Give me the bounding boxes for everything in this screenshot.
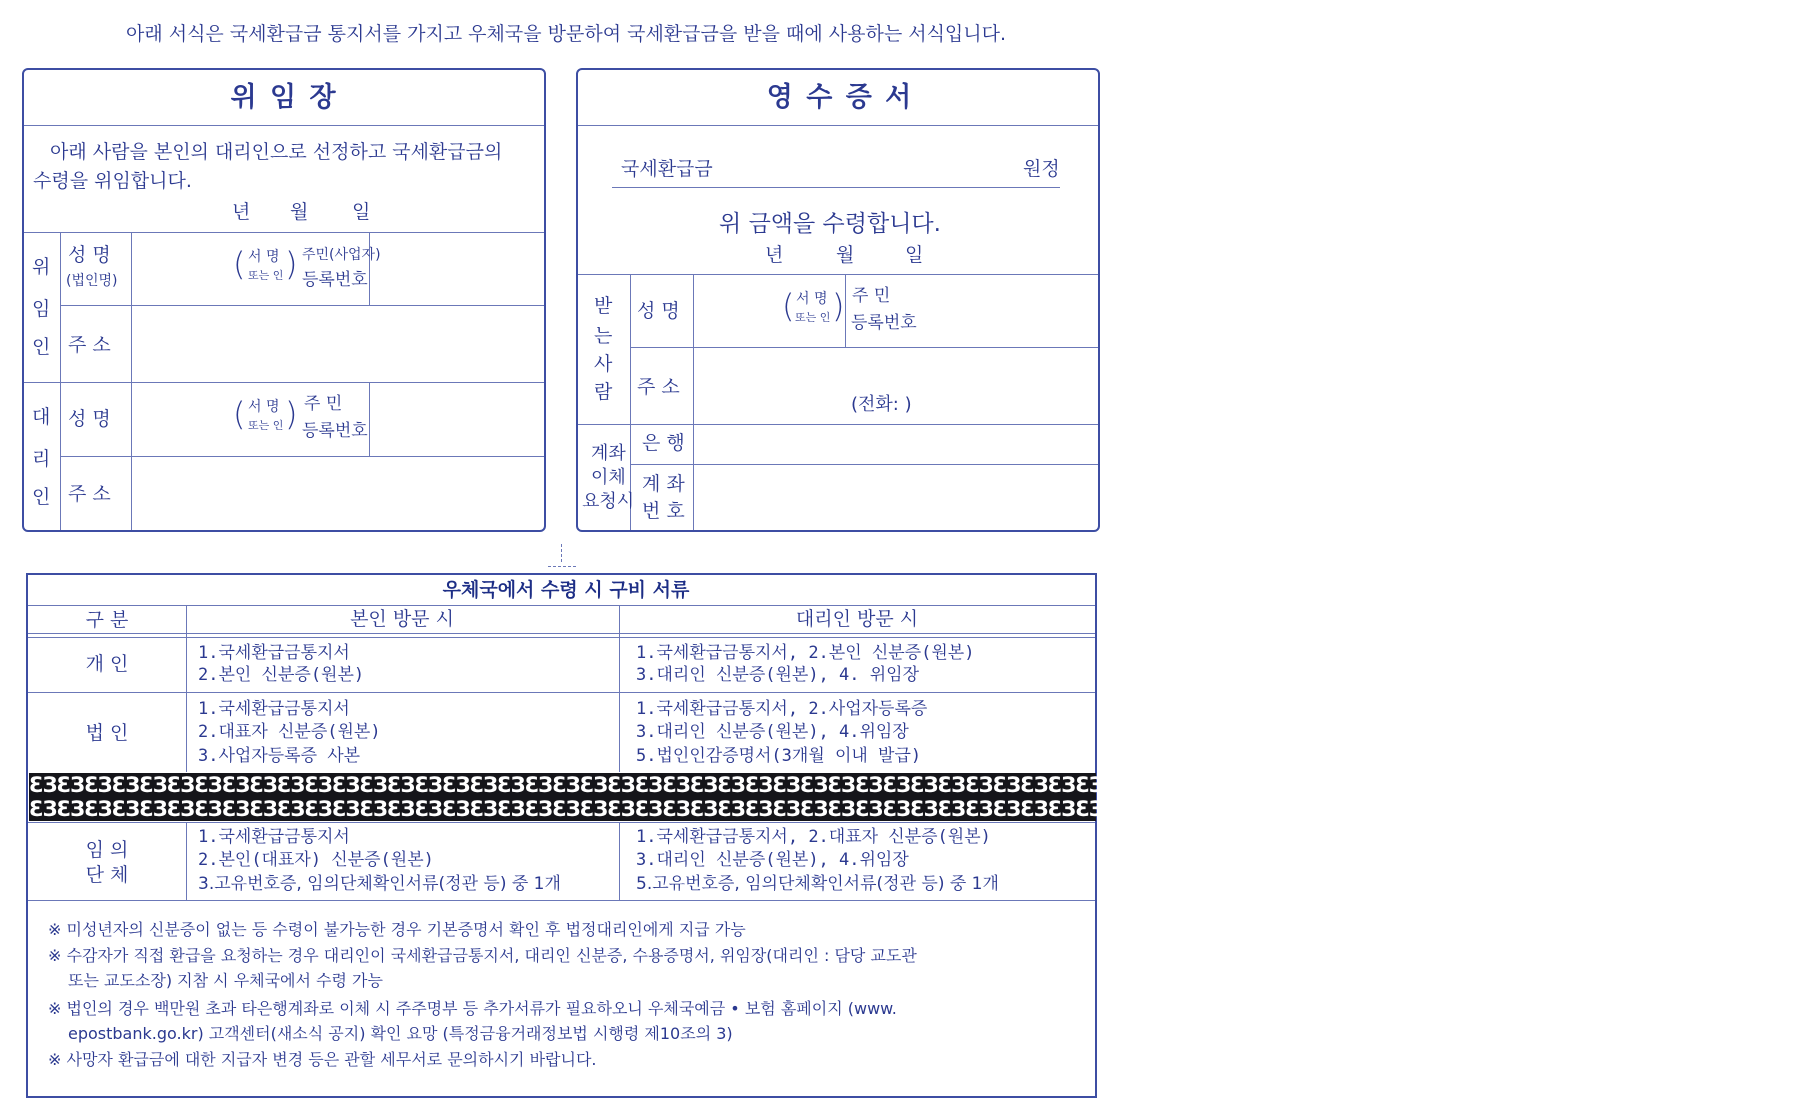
divider: [28, 637, 1095, 638]
agent-label-char: 리: [32, 448, 51, 470]
row-category: 단 체: [85, 864, 129, 886]
divider: [60, 305, 544, 306]
receiver-label-char: 람: [594, 381, 613, 403]
header-category: 구 분: [85, 609, 129, 631]
divider: [578, 274, 1098, 275]
note-line: epostbank.go.kr) 고객센터(새소식 공지) 확인 요망 (특정금융거래정보법 시행령 제10조의 3): [68, 1024, 733, 1043]
divider: [369, 232, 370, 305]
divider: [24, 382, 544, 383]
receiver-id-label: 등록번호: [851, 313, 917, 333]
delegator-name-field[interactable]: [134, 236, 230, 302]
row-self-item: 2.본인(대표자) 신분증(원본): [198, 850, 434, 870]
divider: [24, 232, 544, 233]
poa-body-line2: 수령을 위임합니다.: [33, 170, 192, 192]
delegator-sign-bottom: 또는 인: [248, 269, 284, 282]
intro-text: 아래 서식은 국세환급금 통지서를 가지고 우체국을 방문하여 국세환급금을 받을 때에 사용하는 서식입니다.: [125, 23, 1007, 45]
divider: [693, 274, 694, 530]
row-agent-item: 1.국세환급금통지서, 2.사업자등록증: [636, 699, 928, 719]
bank-field[interactable]: [696, 428, 1096, 462]
delegator-address-field[interactable]: [134, 309, 542, 379]
agent-name-field[interactable]: [134, 386, 230, 453]
divider: [28, 692, 1095, 693]
agent-sign-top: 서 명: [248, 399, 280, 415]
poa-date-year: 년: [232, 201, 251, 223]
divider: [28, 900, 1095, 901]
receipt-date-month: 월: [836, 244, 855, 266]
header-agent: 대리인 방문 시: [795, 608, 919, 630]
transfer-label-line: 계좌: [591, 443, 626, 464]
row-agent-item: 5.고유번호증, 임의단체확인서류(정관 등) 중 1개: [636, 874, 999, 894]
agent-label-char: 인: [32, 486, 51, 508]
receiver-sign-bottom: 또는 인: [795, 311, 831, 324]
account-label: 번 호: [642, 500, 685, 522]
agent-name-label: 성 명: [68, 408, 111, 430]
receiver-phone: (전화: ): [851, 394, 912, 415]
agent-label-char: 대: [32, 406, 51, 428]
note-line: ※ 수감자가 직접 환급을 요청하는 경우 대리인이 국세환급금통지서, 대리인 신분증, 수용증명서, 위임장(대리인 : 담당 교도관: [48, 946, 917, 965]
delegator-label-char: 위: [32, 256, 51, 278]
agent-address-field[interactable]: [134, 460, 542, 528]
row-agent-item: 3.대리인 신분증(원본), 4.위임장: [636, 850, 909, 870]
row-category: 개 인: [85, 653, 129, 675]
receiver-id-label: 주 민: [852, 286, 891, 306]
divider: [60, 232, 61, 530]
agent-id-label: 등록번호: [302, 421, 368, 441]
docs-title: 우체국에서 수령 시 구비 서류: [442, 579, 690, 601]
agent-sign-bottom: 또는 인: [248, 419, 284, 432]
row-category: 법 인: [85, 722, 129, 744]
divider: [24, 125, 544, 126]
divider: [578, 424, 1098, 425]
row-self-item: 3.고유번호증, 임의단체확인서류(정관 등) 중 1개: [198, 874, 561, 894]
poa-date-day: 일: [352, 201, 371, 223]
sign-paren-close: ): [285, 395, 298, 433]
divider: [60, 456, 544, 457]
account-label: 계 좌: [642, 473, 685, 495]
sign-paren-close: ): [285, 245, 298, 283]
divider: [369, 382, 370, 456]
note-line: ※ 미성년자의 신분증이 없는 등 수령이 불가능한 경우 기본증명서 확인 후 법정대리인에게 지급 가능: [48, 920, 746, 939]
agent-address-label: 주 소: [68, 483, 111, 505]
divider: [28, 605, 1095, 606]
divider: [619, 605, 620, 772]
cut-mark: [548, 566, 576, 567]
divider: [845, 274, 846, 347]
row-agent-item: 5.법인인감증명서(3개월 이내 발급): [636, 746, 922, 766]
row-self-item: 1.국세환급금통지서: [198, 643, 350, 663]
poa-body-line1: 아래 사람을 본인의 대리인으로 선정하고 국세환급금의: [50, 141, 503, 163]
divider: [630, 347, 1098, 348]
receiver-name-field[interactable]: [696, 278, 776, 344]
account-number-field[interactable]: [696, 468, 1096, 528]
note-line: 또는 교도소장) 지참 시 우체국에서 수령 가능: [68, 971, 383, 990]
receiver-address-label: 주 소: [637, 376, 680, 398]
divider: [578, 125, 1098, 126]
poa-title: 위 임 장: [230, 82, 338, 113]
header-self: 본인 방문 시: [350, 608, 454, 630]
row-agent-item: 1.국세환급금통지서, 2.본인 신분증(원본): [636, 643, 975, 663]
sign-paren-open: (: [782, 287, 795, 325]
row-agent-item: 3.대리인 신분증(원본), 4.위임장: [636, 722, 909, 742]
receipt-amount-suffix: 원정: [1023, 158, 1060, 180]
agent-id-field[interactable]: [372, 386, 542, 453]
decorative-pattern-row: ƐЗƐЗƐЗƐЗƐЗƐЗƐЗƐЗƐЗƐЗƐЗƐЗƐЗƐЗƐЗƐЗƐЗƐЗƐЗƐЗƐЗƐЗƐЗƐЗƐЗƐЗƐЗƐЗƐЗƐЗƐЗƐЗƐЗƐЗƐЗƐЗƐЗƐЗƐЗƐЗƐЗƐЗƐЗƐЗƐЗƐЗƐЗƐЗƐЗƐЗƐЗƐЗƐЗƐЗƐЗƐЗƐЗƐЗƐЗƐЗƐЗƐЗƐЗƐЗƐЗ: [29, 773, 1819, 797]
agent-id-label: 주 민: [304, 394, 343, 414]
poa-date-month: 월: [290, 201, 309, 223]
delegator-id-label: 등록번호: [302, 270, 368, 290]
receiver-name-label: 성 명: [637, 300, 680, 322]
divider: [186, 822, 187, 900]
delegator-corp-label: (법인명): [66, 273, 118, 289]
row-self-item: 1.국세환급금통지서: [198, 699, 350, 719]
divider: [619, 822, 620, 900]
transfer-label-line: 요청시: [582, 491, 635, 512]
bank-label: 은 행: [642, 432, 685, 454]
transfer-label-line: 이체: [591, 467, 626, 488]
divider: [28, 633, 1095, 634]
decorative-pattern-row: ƐЗƐЗƐЗƐЗƐЗƐЗƐЗƐЗƐЗƐЗƐЗƐЗƐЗƐЗƐЗƐЗƐЗƐЗƐЗƐЗƐЗƐЗƐЗƐЗƐЗƐЗƐЗƐЗƐЗƐЗƐЗƐЗƐЗƐЗƐЗƐЗƐЗƐЗƐЗƐЗƐЗƐЗƐЗƐЗƐЗƐЗƐЗƐЗƐЗƐЗƐЗƐЗƐЗƐЗƐЗƐЗƐЗƐЗƐЗƐЗƐЗƐЗƐЗƐЗƐЗ: [29, 797, 1819, 821]
amount-underline: [612, 187, 1060, 188]
decorative-pattern-band: [29, 773, 1819, 821]
row-self-item: 2.본인 신분증(원본): [198, 665, 365, 685]
divider: [186, 605, 187, 772]
sign-paren-open: (: [233, 245, 246, 283]
delegator-address-label: 주 소: [68, 334, 111, 356]
divider: [28, 822, 1095, 823]
row-agent-item: 1.국세환급금통지서, 2.대표자 신분증(원본): [636, 827, 991, 847]
note-line: ※ 법인의 경우 백만원 초과 타은행계좌로 이체 시 주주명부 등 추가서류가 필요하오니 우체국예금 • 보험 홈페이지 (www.: [48, 999, 897, 1018]
delegator-sign-top: 서 명: [248, 249, 280, 265]
receiver-sign-top: 서 명: [796, 291, 828, 307]
receipt-date-year: 년: [765, 244, 784, 266]
row-self-item: 2.대표자 신분증(원본): [198, 722, 381, 742]
row-self-item: 1.국세환급금통지서: [198, 827, 350, 847]
receiver-id-field[interactable]: [920, 278, 1096, 344]
cut-mark: [561, 544, 562, 562]
receiver-label-char: 는: [594, 325, 613, 347]
receipt-amount-field[interactable]: [720, 152, 1010, 186]
row-category: 임 의: [85, 839, 129, 861]
divider: [630, 464, 1098, 465]
row-agent-item: 3.대리인 신분증(원본), 4. 위임장: [636, 665, 919, 685]
divider: [131, 232, 132, 530]
receipt-statement: 위 금액을 수령합니다.: [719, 211, 941, 237]
receiver-address-field[interactable]: [696, 351, 1096, 421]
delegator-label-char: 임: [32, 298, 51, 320]
receipt-title: 영 수 증 서: [766, 82, 914, 113]
receiver-label-char: 사: [594, 353, 613, 375]
sign-paren-open: (: [233, 395, 246, 433]
receipt-amount-label: 국세환급금: [621, 158, 713, 180]
delegator-name-label: 성 명: [68, 244, 111, 266]
note-line: ※ 사망자 환급금에 대한 지급자 변경 등은 관할 세무서로 문의하시기 바랍니다.: [48, 1050, 597, 1069]
delegator-label-char: 인: [32, 336, 51, 358]
delegator-id-label: 주민(사업자): [302, 247, 381, 263]
delegator-id-field[interactable]: [372, 236, 542, 302]
receipt-date-day: 일: [905, 244, 924, 266]
row-self-item: 3.사업자등록증 사본: [198, 746, 361, 766]
sign-paren-close: ): [832, 287, 845, 325]
receiver-label-char: 받: [594, 295, 613, 317]
